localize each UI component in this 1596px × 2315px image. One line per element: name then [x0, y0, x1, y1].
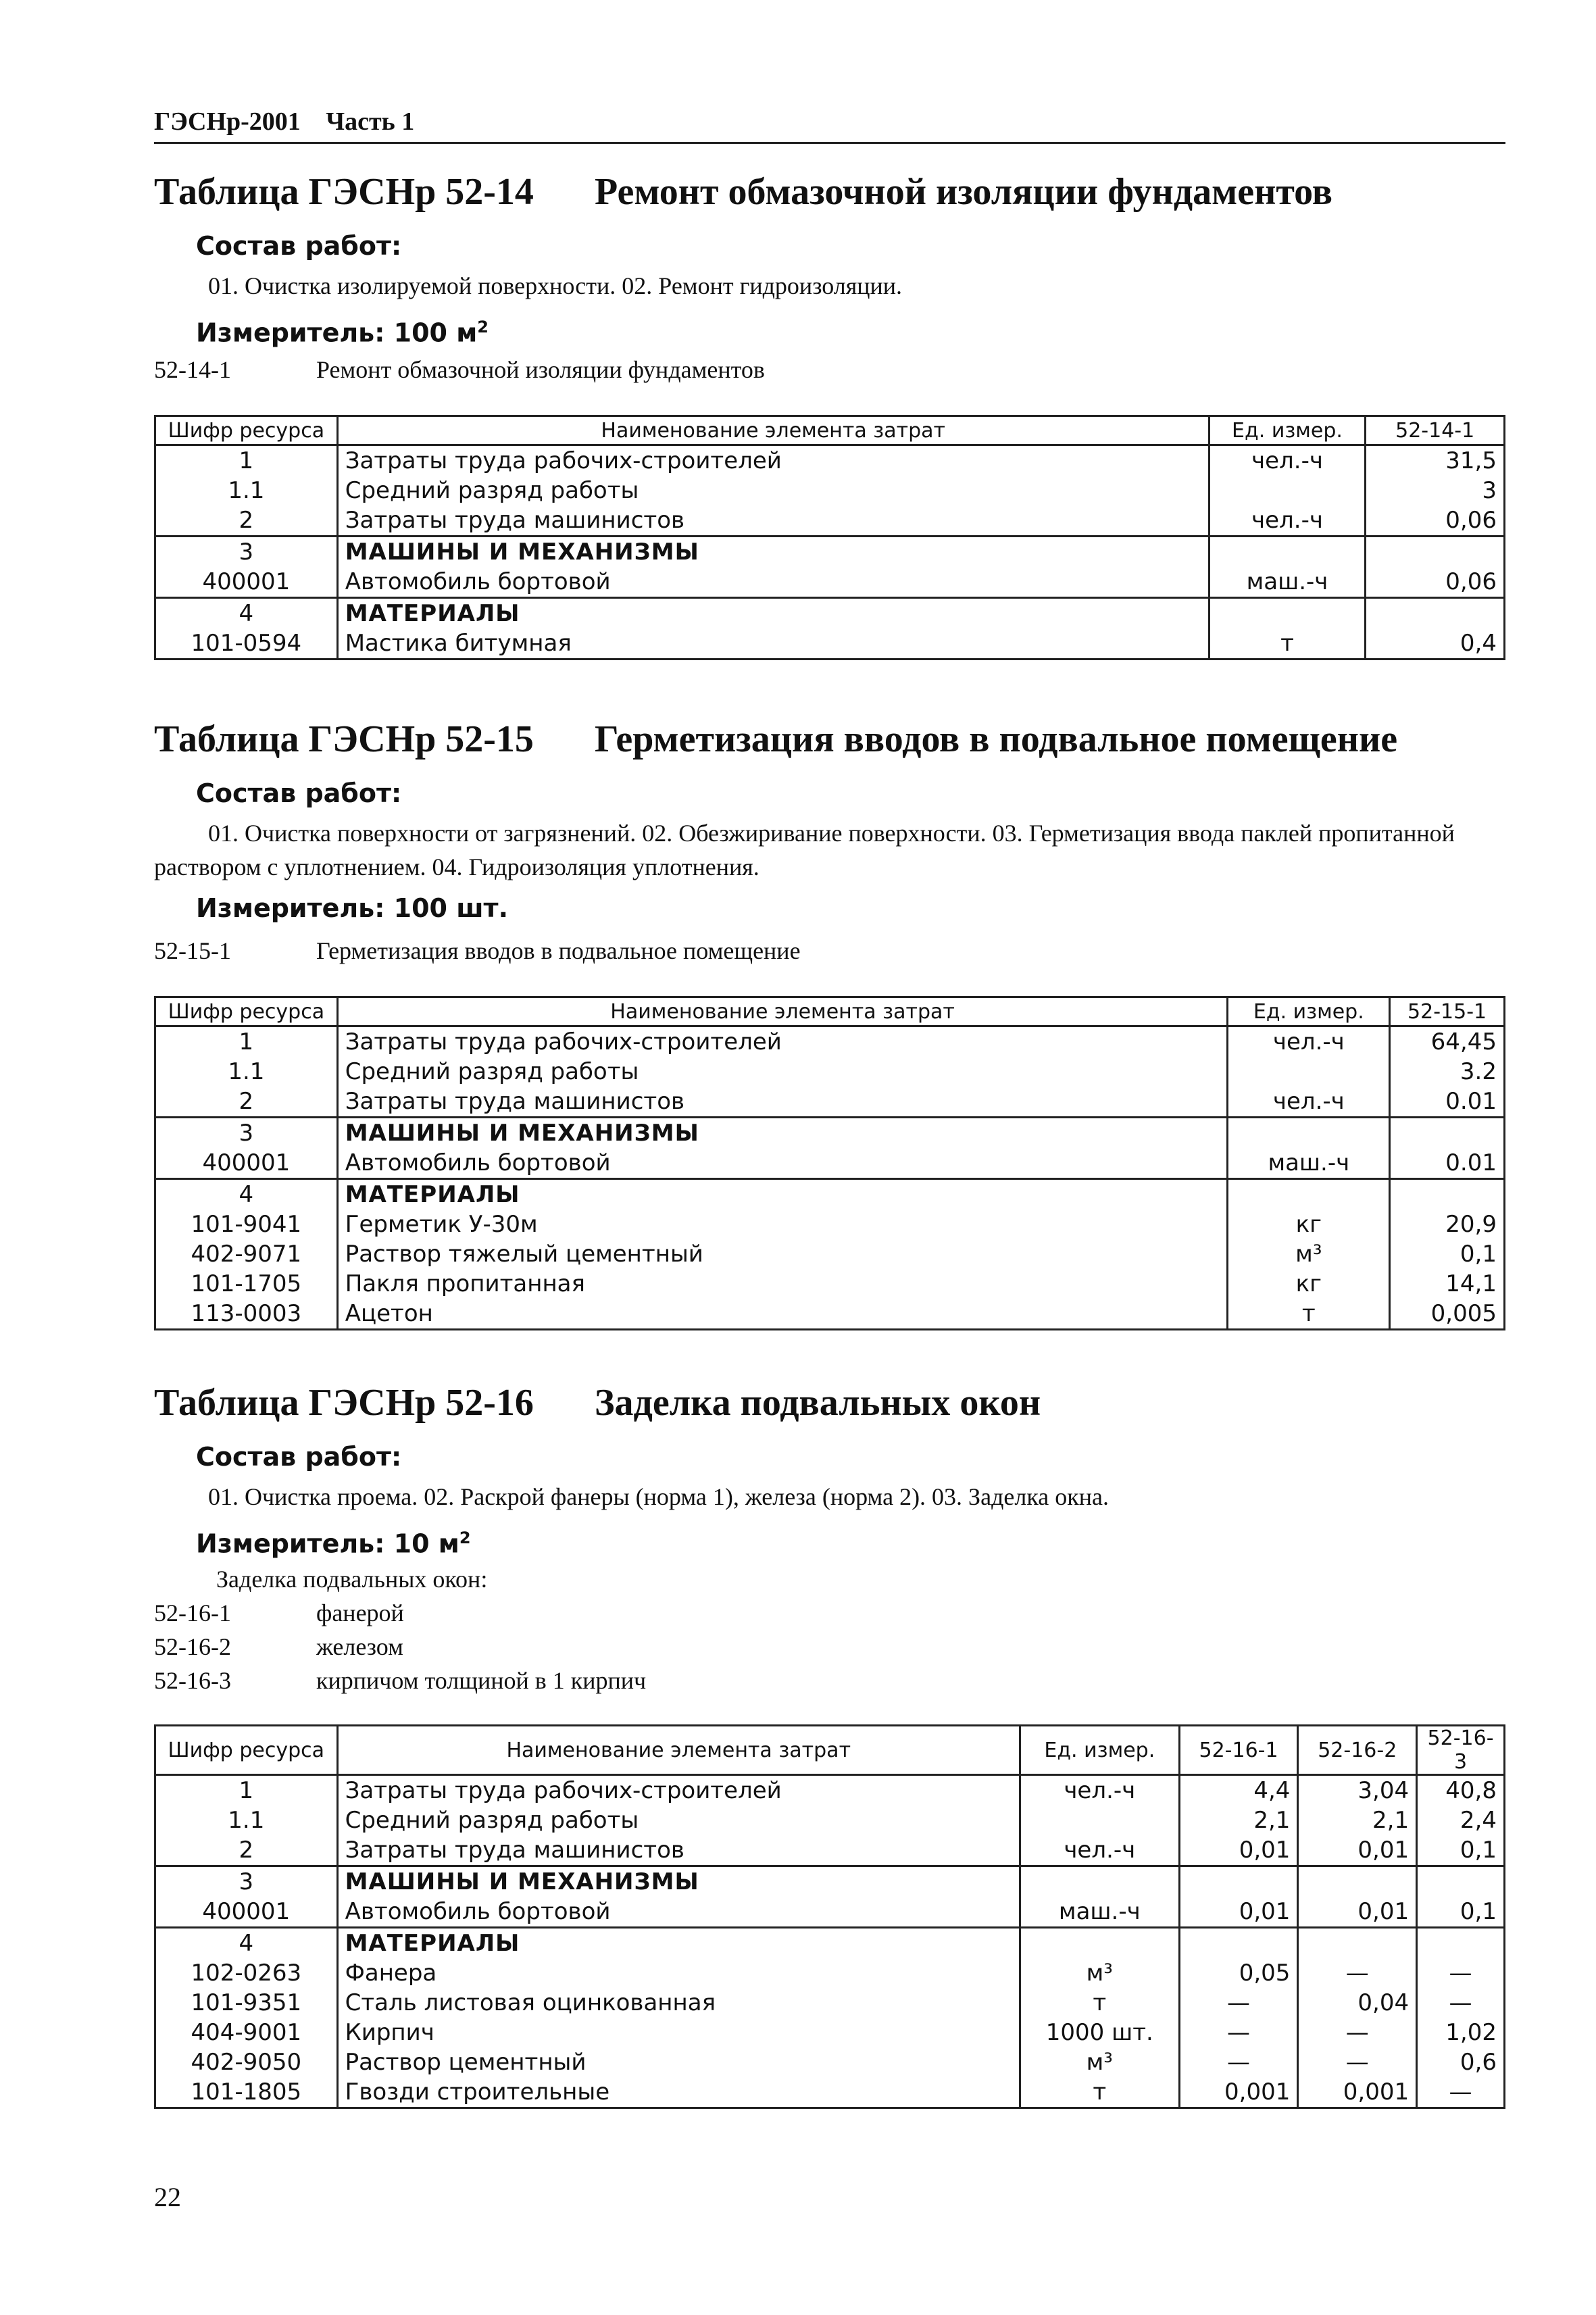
resource-table — [154, 996, 1505, 1330]
table-row — [155, 1269, 1505, 1299]
cell-value: 3,04 — [1298, 1775, 1417, 1806]
cell-code: 1 — [155, 445, 338, 476]
cell-unit — [1209, 476, 1366, 505]
measure-sup: 2 — [459, 1528, 471, 1547]
table-code: Таблица ГЭСНр 52-16 — [154, 1382, 534, 1424]
table-row — [155, 1866, 1505, 1897]
cell-unit: м³ — [1020, 1958, 1179, 1988]
measure-line — [196, 891, 1505, 926]
cell-value — [1417, 1928, 1505, 1959]
composition-label: Состав работ: — [196, 1442, 402, 1472]
cell-value: 14,1 — [1390, 1269, 1505, 1299]
cell-code: 4 — [155, 1179, 338, 1210]
table-title: Герметизация вводов в подвальное помещение — [595, 718, 1398, 760]
header-doc: ГЭСНр-2001 — [154, 107, 301, 136]
cell-name: Затраты труда рабочих-строителей — [337, 445, 1209, 476]
cell-name: МАШИНЫ И МЕХАНИЗМЫ — [337, 1866, 1020, 1897]
table-row — [155, 2018, 1505, 2047]
norm-name: железом — [316, 1633, 403, 1660]
table-row — [155, 1988, 1505, 2018]
cell-value: 31,5 — [1366, 445, 1505, 476]
cell-value: 1,02 — [1417, 2018, 1505, 2047]
cell-unit: кг — [1228, 1210, 1390, 1239]
table-row — [155, 1057, 1505, 1087]
resource-table — [154, 1724, 1505, 2109]
table-row — [155, 598, 1505, 629]
cell-value: 40,8 — [1417, 1775, 1505, 1806]
col-header-norm-1: 52-16-1 — [1179, 1726, 1298, 1775]
cell-value: 0,01 — [1298, 1835, 1417, 1866]
cell-value: 0,001 — [1179, 2077, 1298, 2108]
col-header-unit: Ед. измер. — [1209, 416, 1366, 445]
cell-name: Гвозди строительные — [337, 2077, 1020, 2108]
measure-prefix: Измеритель: — [196, 1528, 385, 1559]
measure-value: 10 м — [393, 1528, 459, 1559]
table-row — [155, 1179, 1505, 1210]
norm-code: 52-16-2 — [154, 1633, 231, 1660]
table-header-row — [155, 416, 1505, 445]
norm-code: 52-16-1 — [154, 1599, 231, 1626]
cell-value: 0,005 — [1390, 1299, 1505, 1330]
norm-code: 52-15-1 — [154, 937, 231, 964]
table-row — [155, 1210, 1505, 1239]
cell-unit — [1228, 1118, 1390, 1149]
cell-code: 1 — [155, 1026, 338, 1057]
cell-name: Сталь листовая оцинкованная — [337, 1988, 1020, 2018]
table-row — [155, 537, 1505, 568]
cell-code: 400001 — [155, 1897, 338, 1928]
cell-value — [1366, 598, 1505, 629]
table-row — [155, 1118, 1505, 1149]
cell-name: Фанера — [337, 1958, 1020, 1988]
cell-value: 3.2 — [1390, 1057, 1505, 1087]
cell-unit: м³ — [1228, 1239, 1390, 1269]
cell-code: 404-9001 — [155, 2018, 338, 2047]
measure-value: 100 м — [393, 318, 478, 348]
cell-name: МАШИНЫ И МЕХАНИЗМЫ — [337, 537, 1209, 568]
col-header-unit: Ед. измер. — [1020, 1726, 1179, 1775]
cell-name: МАШИНЫ И МЕХАНИЗМЫ — [337, 1118, 1228, 1149]
cell-code: 402-9050 — [155, 2047, 338, 2077]
cell-value: 0,6 — [1417, 2047, 1505, 2077]
cell-code: 101-1705 — [155, 1269, 338, 1299]
table-row — [155, 1239, 1505, 1269]
cell-value: 0,06 — [1366, 567, 1505, 598]
table-row — [155, 505, 1505, 537]
work-composition: 01. Очистка проема. 02. Раскрой фанеры (норма 1), железа (норма 2). 03. Заделка окна. — [208, 1483, 1109, 1510]
cell-value: 0,06 — [1366, 505, 1505, 537]
table-row — [155, 2077, 1505, 2108]
cell-code: 4 — [155, 598, 338, 629]
table-code: Таблица ГЭСНр 52-15 — [154, 718, 534, 760]
cell-code: 400001 — [155, 567, 338, 598]
cell-unit — [1209, 537, 1366, 568]
norm-name: Герметизация вводов в подвальное помещение — [316, 937, 801, 964]
cell-value: 2,1 — [1179, 1806, 1298, 1835]
norm-code: 52-16-3 — [154, 1667, 231, 1694]
cell-name: Затраты труда рабочих-строителей — [337, 1026, 1228, 1057]
cell-unit — [1228, 1179, 1390, 1210]
table-row — [155, 1958, 1505, 1988]
cell-value: — — [1179, 1988, 1298, 2018]
cell-value: 0.01 — [1390, 1148, 1505, 1179]
cell-value: 0,001 — [1298, 2077, 1417, 2108]
cell-code: 113-0003 — [155, 1299, 338, 1330]
table-heading — [154, 168, 1505, 216]
cell-name: МАТЕРИАЛЫ — [337, 1928, 1020, 1959]
cell-code: 101-9041 — [155, 1210, 338, 1239]
cell-value — [1179, 1866, 1298, 1897]
cell-name: Средний разряд работы — [337, 1057, 1228, 1087]
col-header-code: Шифр ресурса — [155, 1726, 338, 1775]
section-52-15 — [154, 715, 1505, 1330]
cell-name: Автомобиль бортовой — [337, 1148, 1228, 1179]
cell-value — [1298, 1928, 1417, 1959]
cell-code: 402-9071 — [155, 1239, 338, 1269]
norm-item — [154, 1664, 1505, 1697]
norm-list — [154, 934, 1505, 968]
table-heading — [154, 1378, 1505, 1427]
cell-unit — [1209, 598, 1366, 629]
cell-value: — — [1179, 2018, 1298, 2047]
cell-unit: т — [1020, 2077, 1179, 2108]
cell-value: — — [1298, 2018, 1417, 2047]
col-header-code: Шифр ресурса — [155, 416, 338, 445]
cell-unit: чел.-ч — [1020, 1835, 1179, 1866]
cell-unit — [1228, 1057, 1390, 1087]
norm-name: фанерой — [316, 1599, 404, 1626]
cell-name: Средний разряд работы — [337, 1806, 1020, 1835]
cell-value: 2,4 — [1417, 1806, 1505, 1835]
cell-unit: кг — [1228, 1269, 1390, 1299]
composition-label: Состав работ: — [196, 778, 402, 808]
cell-code: 102-0263 — [155, 1958, 338, 1988]
cell-value — [1417, 1866, 1505, 1897]
cell-unit: т — [1209, 628, 1366, 659]
cell-value: 0,01 — [1298, 1897, 1417, 1928]
measure-prefix: Измеритель: — [196, 893, 385, 923]
table-row — [155, 567, 1505, 598]
cell-name: Пакля пропитанная — [337, 1269, 1228, 1299]
table-row — [155, 1806, 1505, 1835]
cell-unit — [1020, 1866, 1179, 1897]
cell-value: 0,01 — [1179, 1897, 1298, 1928]
cell-code: 1.1 — [155, 1806, 338, 1835]
cell-name: Затраты труда рабочих-строителей — [337, 1775, 1020, 1806]
measure-line — [196, 309, 1505, 348]
col-header-name: Наименование элемента затрат — [337, 1726, 1020, 1775]
resource-table — [154, 415, 1505, 660]
measure-value: 100 шт. — [393, 893, 509, 923]
col-header-norm: 52-15-1 — [1390, 997, 1505, 1026]
table-row — [155, 1835, 1505, 1866]
table-row — [155, 1299, 1505, 1330]
cell-name: Автомобиль бортовой — [337, 1897, 1020, 1928]
cell-name: Ацетон — [337, 1299, 1228, 1330]
work-composition: 01. Очистка изолируемой поверхности. 02. Ремонт гидроизоляции. — [208, 272, 903, 299]
measure-prefix: Измеритель: — [196, 318, 385, 348]
cell-name: Мастика битумная — [337, 628, 1209, 659]
cell-name: Затраты труда машинистов — [337, 1087, 1228, 1118]
cell-code: 101-9351 — [155, 1988, 338, 2018]
table-row — [155, 1775, 1505, 1806]
cell-code: 3 — [155, 1118, 338, 1149]
cell-value — [1390, 1179, 1505, 1210]
cell-value: — — [1179, 2047, 1298, 2077]
cell-code: 2 — [155, 1835, 338, 1866]
table-row — [155, 2047, 1505, 2077]
cell-name: Кирпич — [337, 2018, 1020, 2047]
cell-value — [1179, 1928, 1298, 1959]
cell-code: 400001 — [155, 1148, 338, 1179]
cell-value: 0,01 — [1179, 1835, 1298, 1866]
norms-intro: Заделка подвальных окон: — [216, 1566, 488, 1593]
table-row — [155, 445, 1505, 476]
table-title: Ремонт обмазочной изоляции фундаментов — [595, 171, 1333, 213]
cell-unit: чел.-ч — [1228, 1026, 1390, 1057]
cell-unit: маш.-ч — [1228, 1148, 1390, 1179]
cell-value: — — [1417, 1988, 1505, 2018]
cell-name: Автомобиль бортовой — [337, 567, 1209, 598]
cell-code: 3 — [155, 537, 338, 568]
table-row — [155, 1928, 1505, 1959]
cell-value: 0,1 — [1390, 1239, 1505, 1269]
cell-value: 64,45 — [1390, 1026, 1505, 1057]
table-code: Таблица ГЭСНр 52-14 — [154, 171, 534, 213]
table-row — [155, 1148, 1505, 1179]
cell-unit — [1020, 1928, 1179, 1959]
table-title: Заделка подвальных окон — [595, 1382, 1041, 1424]
cell-value: 0,04 — [1298, 1988, 1417, 2018]
cell-value — [1298, 1866, 1417, 1897]
cell-name: Затраты труда машинистов — [337, 505, 1209, 537]
table-header-row — [155, 997, 1505, 1026]
cell-code: 2 — [155, 1087, 338, 1118]
cell-code: 3 — [155, 1866, 338, 1897]
cell-name: Герметик У-30м — [337, 1210, 1228, 1239]
running-header — [154, 107, 1505, 144]
measure-sup: 2 — [477, 318, 489, 337]
col-header-name: Наименование элемента затрат — [337, 416, 1209, 445]
col-header-name: Наименование элемента затрат — [337, 997, 1228, 1026]
norm-name: Ремонт обмазочной изоляции фундаментов — [316, 356, 765, 383]
cell-unit: маш.-ч — [1020, 1897, 1179, 1928]
cell-name: Затраты труда машинистов — [337, 1835, 1020, 1866]
section-52-16 — [154, 1378, 1505, 2109]
col-header-unit: Ед. измер. — [1228, 997, 1390, 1026]
cell-value — [1366, 537, 1505, 568]
section-52-14 — [154, 168, 1505, 660]
cell-value: — — [1417, 2077, 1505, 2108]
cell-unit: т — [1020, 1988, 1179, 2018]
cell-value — [1390, 1118, 1505, 1149]
cell-value: 0.01 — [1390, 1087, 1505, 1118]
cell-value: 3 — [1366, 476, 1505, 505]
cell-name: МАТЕРИАЛЫ — [337, 598, 1209, 629]
cell-code: 4 — [155, 1928, 338, 1959]
cell-unit: чел.-ч — [1209, 445, 1366, 476]
cell-unit: маш.-ч — [1209, 567, 1366, 598]
cell-value: — — [1417, 1958, 1505, 1988]
cell-value: — — [1298, 1958, 1417, 1988]
norm-code: 52-14-1 — [154, 356, 231, 383]
cell-value: 0,1 — [1417, 1897, 1505, 1928]
cell-name: Средний разряд работы — [337, 476, 1209, 505]
cell-code: 1.1 — [155, 476, 338, 505]
norm-list — [154, 353, 1505, 387]
cell-name: Раствор цементный — [337, 2047, 1020, 2077]
cell-value: 0,1 — [1417, 1835, 1505, 1866]
cell-value: 4,4 — [1179, 1775, 1298, 1806]
table-row — [155, 1897, 1505, 1928]
cell-name: МАТЕРИАЛЫ — [337, 1179, 1228, 1210]
cell-value: 2,1 — [1298, 1806, 1417, 1835]
col-header-norm: 52-14-1 — [1366, 416, 1505, 445]
table-row — [155, 476, 1505, 505]
norm-list — [154, 1596, 1505, 1697]
norm-item — [154, 353, 1505, 387]
cell-value: 0,4 — [1366, 628, 1505, 659]
composition-label: Состав работ: — [196, 231, 402, 261]
table-header-row — [155, 1726, 1505, 1775]
cell-value: 20,9 — [1390, 1210, 1505, 1239]
col-header-norm-3: 52-16-3 — [1417, 1726, 1505, 1775]
norm-item — [154, 934, 1505, 968]
cell-unit: чел.-ч — [1209, 505, 1366, 537]
cell-code: 1.1 — [155, 1057, 338, 1087]
norm-name: кирпичом толщиной в 1 кирпич — [316, 1667, 647, 1694]
table-heading — [154, 715, 1505, 764]
cell-unit: 1000 шт. — [1020, 2018, 1179, 2047]
cell-value: 0,05 — [1179, 1958, 1298, 1988]
cell-code: 101-0594 — [155, 628, 338, 659]
cell-unit — [1020, 1806, 1179, 1835]
col-header-norm-2: 52-16-2 — [1298, 1726, 1417, 1775]
work-composition: 01. Очистка поверхности от загрязнений. 02. Обезжиривание поверхности. 03. Герметизация ввода паклей пропитанной раствором с уплотнением. 04. Гидроизоляция уплотнения. — [154, 820, 1455, 880]
measure-line — [196, 1520, 1505, 1559]
table-row — [155, 628, 1505, 659]
page-number: 22 — [154, 2182, 181, 2212]
cell-code: 1 — [155, 1775, 338, 1806]
cell-unit: чел.-ч — [1228, 1087, 1390, 1118]
cell-unit: м³ — [1020, 2047, 1179, 2077]
header-part: Часть 1 — [326, 107, 415, 136]
table-row — [155, 1026, 1505, 1057]
norm-item — [154, 1630, 1505, 1664]
cell-code: 101-1805 — [155, 2077, 338, 2108]
cell-name: Раствор тяжелый цементный — [337, 1239, 1228, 1269]
norm-item — [154, 1596, 1505, 1630]
table-row — [155, 1087, 1505, 1118]
cell-unit: т — [1228, 1299, 1390, 1330]
cell-code: 2 — [155, 505, 338, 537]
col-header-code: Шифр ресурса — [155, 997, 338, 1026]
cell-value: — — [1298, 2047, 1417, 2077]
cell-unit: чел.-ч — [1020, 1775, 1179, 1806]
